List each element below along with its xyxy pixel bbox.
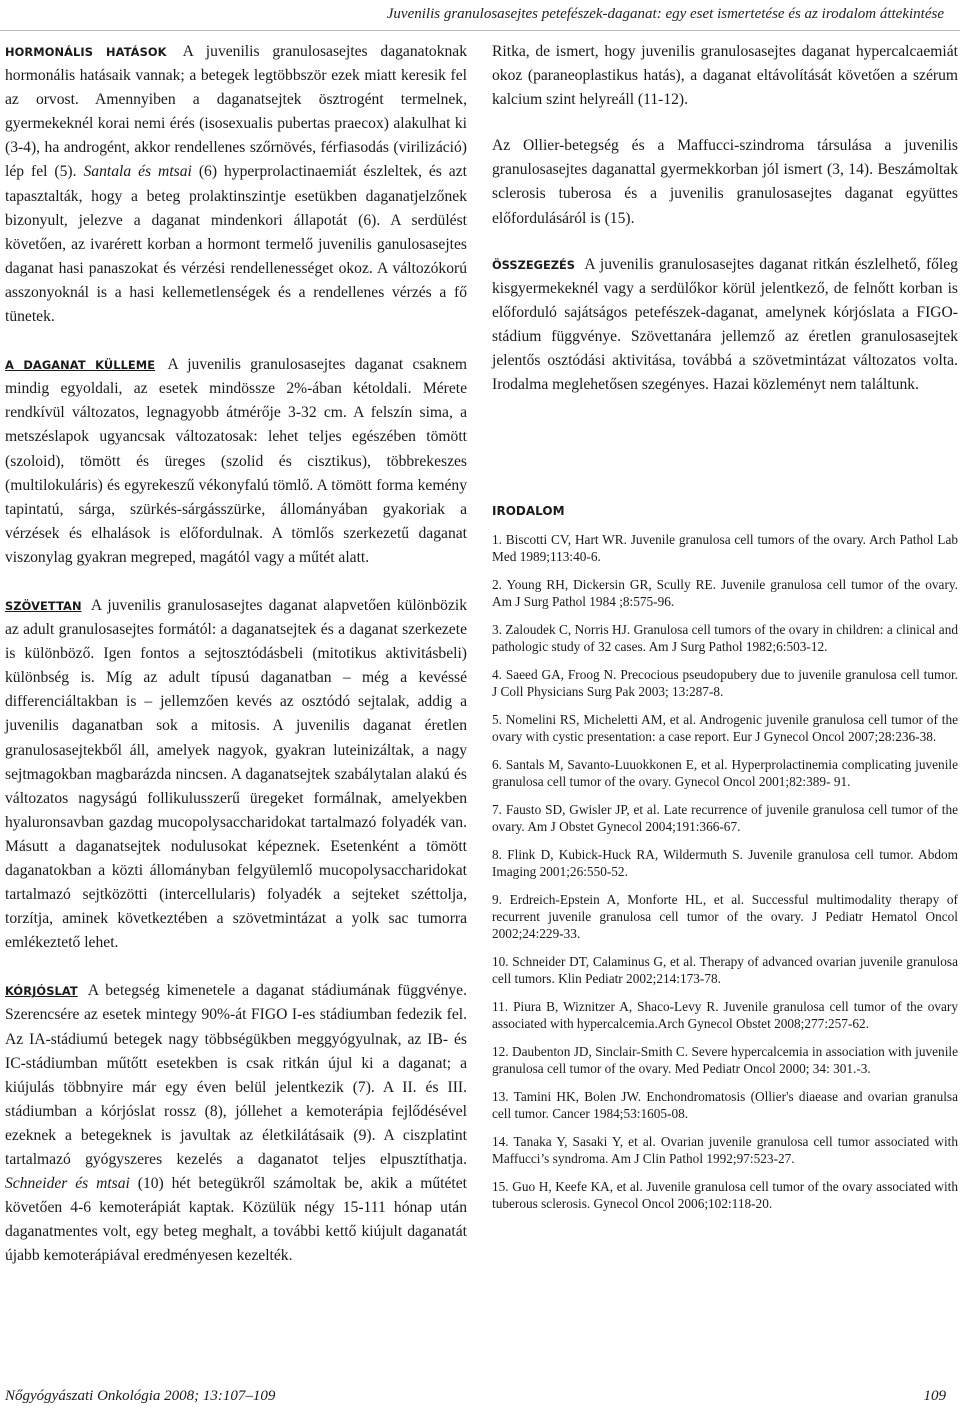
section-histology [5, 594, 467, 955]
reference-item: 1. Biscotti CV, Hart WR. Juvenile granulosa cell tumors of the ovary. Arch Pathol Lab Med 1989;113:40-6. [492, 532, 958, 565]
reference-item: 5. Nomelini RS, Micheletti AM, et al. Androgenic juvenile granulosa cell tumor of the ovary with cystic presentation: a case report. Eur J Gynecol Oncol 2007;28:236-38. [492, 711, 958, 745]
running-header: Juvenilis granulosasejtes petefészek-daganat: egy eset ismertetése és az irodalom áttekintése [386, 6, 944, 22]
reference-item: 14. Tanaka Y, Sasaki Y, et al. Ovarian juvenile granulosa cell tumor associated with Maffucci’s syndroma. Am J Clin Pathol 1992;97:523-27. [492, 1134, 958, 1167]
section-heading: ÖSSZEGEZÉS [492, 257, 575, 272]
reference-item: 11. Piura B, Wiznitzer A, Shaco-Levy R. Juvenile granulosa cell tumor of the ovary associated with hypercalcemia.Arch Gynecol Obstet 2008;277:257-62. [492, 999, 958, 1032]
section-appearance [5, 353, 467, 570]
reference-item: 10. Schneider DT, Calaminus G, et al. Therapy of advanced ovarian juvenile granulosa cell tumors. Klin Pediatr 2002;214:173-78. [492, 954, 958, 987]
section-text: A juvenilis granulosasejtes daganat csaknem mindig egyoldali, az esetek mindössze 2%-ában kétoldali. Mérete rendkívül változatos, legnagyobb átmérője 3-32 cm. A felszín sima, a metszéslapok ugyancsak változatosak: lehet teljes egészében tömött (szoloid), tömött és üreges (szolid és cisztikus), többrekeszes (multilokuláris) és egyrekeszű vékonyfalú tömlő. A tömött forma kemény tapintatú, sárga, szürkés-sárgásszürke, állományában gyakoriak a vérzések és elhalások is előfordulnak. A tömlős szerkezetű daganat viszonylag gyakran megreped, magától vagy a műtét alatt. [5, 356, 468, 566]
section-text: (6) hyperprolactinaemiát észleltek, és azt tapasztalták, hogy a beteg prolaktinszintje esetükben daganatjelzőnek bizonyult, jelezve a daganat mindenkori állapotát (6). A serdülést követően, az ivarérett korban a hormont termelő juvenilis ganulosasejtes daganat hasi panaszokat és vérzési rendellenességet okoz. A változókorú asszonyoknál is a hasi kellemetlenségek és a rendellenes vérzés a fő tünetek. [5, 163, 467, 326]
author-citation: Santala és mtsai [83, 163, 192, 181]
right-column [492, 40, 958, 397]
paragraph-hypercalcaemia: Ritka, de ismert, hogy juvenilis granulosasejtes daganat hypercalcaemiát okoz (paraneoplastikus hatás), a daganat eltávolítását követően a szérum kalcium szint helyreáll (11-12). [492, 43, 958, 109]
reference-item: 9. Erdreich-Epstein A, Monforte HL, et al. Successful multimodality therapy of recurrent juvenile granulosa cell tumor of the ovary. J Pediatr Hematol Oncol 2002;24:229-33. [492, 891, 958, 942]
section-text: A juvenilis granulosasejtes daganat alapvetően különbözik az adult granulosasejtes formától: a daganatsejtek és a daganat szerkezete is különböző. Igen fontos a sejtosztódásbeli (mitotikus aktivitásbeli) különbség is. Míg az adult típusú daganatban – még a kevéssé differenciáltakban is – jellemzően kevés az osztódó sejtalak, addig a juvenilis daganatban sok a mitosis. A juvenilis daganat éretlen granulosasejtekből áll, amelyek nagyok, gyakran luteinizáltak, a nagy sejtmagokban magbarázda nincsen. A daganatsejtek szabálytalan alakú és változatos nagyságú follikulusszerű üregeket formálnak, amelyekben hyaluronsavban gazdag mucopolysaccharidokat tartalmazó folyadék van. Másutt a daganatsejtek nodulusokat képeznek. Esetenként a tömött daganatokban a közti állományban felgyülemlő mucopolysaccharidokat tartalmazó sejtközötti (intercellularis) folyadék a sejteket széttolja, torzítja, aminek következtében a szövetmintázat a yolk sac tumorra emlékeztető lehet. [5, 596, 468, 952]
author-citation: Schneider és mtsai [5, 1175, 130, 1193]
reference-item: 8. Flink D, Kubick-Huck RA, Wildermuth S. Juvenile granulosa cell tumor. Abdom Imaging 2001;26:550-52. [492, 846, 958, 880]
reference-item: 2. Young RH, Dickersin GR, Scully RE. Juvenile granulosa cell tumor of the ovary. Am J Surg Pathol 1984 ;8:575-96. [492, 576, 958, 610]
section-text: A betegség kimenetele a daganat stádiumának függvénye. Szerencsére az esetek mintegy 90%-át FIGO I-es stádiumban fedezik fel. Az IA-stádiumú betegek nagy többségükben meggyógyulnak, az IB- és IC-stádiumban műtőtt esetekben is csak ritkán újul ki a daganat; a kiújulás többnyire már egy éven belül jelentkezik (7). A II. és III. stádiumban a kórjóslat rossz (8), jóllehet a kemoterápia fejlődésével ezeknek a betegeknek is javultak az életkilátásaik (9). A ciszplatint tartalmazó gyógyszeres kezelés a daganatot teljes elpusztíthatja. [5, 982, 467, 1169]
section-summary [492, 253, 958, 398]
section-heading: A DAGANAT KÜLLEME [5, 358, 156, 373]
reference-item: 6. Santals M, Savanto-Luuokkonen E, et al. Hyperprolactinemia complicating juvenile granulosa cell tumor of the ovary. Gynecol Oncol 2001;82:389- 91. [492, 756, 958, 790]
section-text: A juvenilis granulosasejtes daganatoknak hormonális hatásaik vannak; a betegek legtöbbször ezek miatt keresik fel az orvost. Amennyiben a daganatsejtek ösztrogént termelnek, gyermekeknél korai nemi érés (isosexualis pubertas praecox) alakulhat ki (3-4), ha androgént, akkor rendellenes szőrnövés, férfiasodás (virilizáció) lép fel (5). [5, 43, 468, 181]
section-text: (10) hét betegükről számoltak be, akik a műtétet követően 4-6 kemoterápiát kaptak. Közülük négy 15-111 hónap után daganatmentes volt, egy beteg meghalt, a további kettő kiújult daganatát újabb kemoterápiával eredményesen kezelték. [5, 1175, 467, 1265]
footer-journal: Nőgyógyászati Onkológia 2008; 13:107–109 [5, 1388, 276, 1404]
left-column [5, 40, 467, 1269]
references-list [492, 531, 958, 1223]
paragraph-ollier-maffucci: Az Ollier-betegség és a Maffucci-szindroma társulása a juvenilis granulosasejtes daganattal gyermekkorban jól ismert (3, 14). Beszámoltak sclerosis tuberosa és a juvenilis granulosasejtes daganat együttes előfordulásáról is (15). [492, 137, 958, 227]
references-heading: IRODALOM [492, 504, 565, 518]
section-text: A juvenilis granulosasejtes daganat ritkán észlelhető, főleg kisgyermekeknél vagy a serdülőkor körül jelentkező, de felnőtt korban is előforduló sajátságos petefészek-daganat, amelynek kórjóslata a FIGO-stádium függvénye. Szövettanára jellemző az éretlen granulosasejtek jelentős osztódási aktivitása, továbbá a szövetmintázat változatos volta. Irodalma meglehetősen szegényes. Hazai közleményt nem találtunk. [492, 255, 958, 394]
section-prognosis [5, 979, 467, 1268]
section-hormonal-effects [5, 40, 467, 329]
page-number: 109 [923, 1388, 946, 1404]
reference-item: 15. Guo H, Keefe KA, et al. Juvenile granulosa cell tumor of the ovary associated with tuberous sclerosis. Gynecol Oncol 2006;102:118-20. [492, 1179, 958, 1212]
header-divider [0, 30, 960, 31]
reference-item: 7. Fausto SD, Gwisler JP, et al. Late recurrence of juvenile granulosa cell tumor of the ovary. Am J Obstet Gynecol 2004;191:366-67. [492, 801, 958, 835]
section-heading: KÓRJÓSLAT [5, 984, 78, 999]
reference-item: 12. Daubenton JD, Sinclair-Smith C. Severe hypercalcemia in association with juvenile granulosa cell tumor of the ovary. Med Pediatr Oncol 2000; 34: 301.-3. [492, 1044, 958, 1077]
section-heading: HORMONÁLIS HATÁSOK [5, 45, 167, 59]
reference-item: 4. Saeed GA, Froog N. Precocious pseudopubery due to juvenile granulosa cell tumor. J Coll Physicians Surg Pak 2003; 13:287-8. [492, 666, 958, 700]
reference-item: 13. Tamini HK, Bolen JW. Enchondromatosis (Ollier's diaease and ovarian granulsa cell tumor. Cancer 1984;53:1605-08. [492, 1089, 958, 1122]
reference-item: 3. Zaloudek C, Norris HJ. Granulosa cell tumors of the ovary in children: a clinical and pathologic study of 32 cases. Am J Surg Pathol 1982;6:503-12. [492, 621, 958, 655]
section-heading: SZÖVETTAN [5, 598, 82, 613]
